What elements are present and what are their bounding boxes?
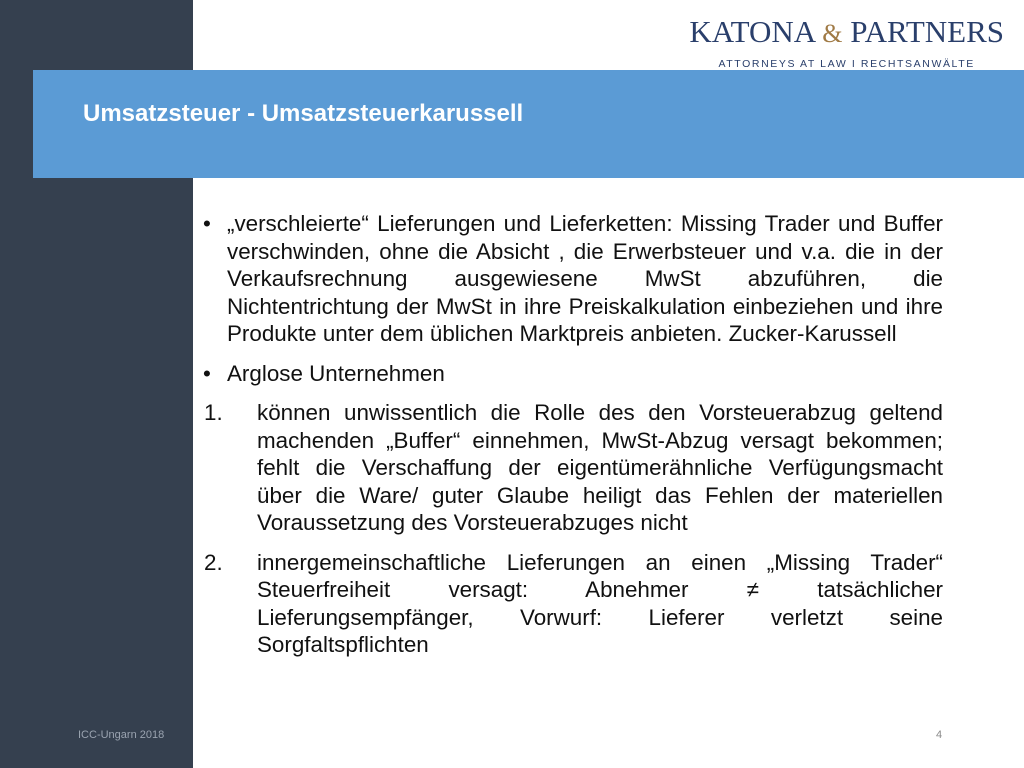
bullet-marker: • xyxy=(203,211,211,236)
logo-ampersand: & xyxy=(822,19,843,48)
title-band xyxy=(33,70,1024,178)
slide-title: Umsatzsteuer - Umsatzsteuerkarussell xyxy=(83,100,524,127)
number-marker: 2. xyxy=(204,549,223,575)
bullet-item-veiled-deliveries xyxy=(203,210,943,348)
footer-label: ICC-Ungarn 2018 xyxy=(78,729,165,741)
logo-wordmark xyxy=(689,14,1004,52)
numbered-text: innergemeinschaftliche Lieferungen an einen „Missing Trader“ Steuerfreiheit versagt: Abnehmer ≠ tatsächlicher Lieferungsempfänger, Vorwurf: Lieferer verletzt seine Sorgfaltspflichten xyxy=(257,549,943,657)
logo-name-left: KATONA xyxy=(689,14,815,49)
logo-subtitle: ATTORNEYS AT LAW I RECHTSANWÄLTE xyxy=(718,58,975,70)
bullet-item-unsuspecting-companies xyxy=(203,360,943,388)
company-logo xyxy=(689,14,1004,70)
logo-name-right: PARTNERS xyxy=(850,14,1004,49)
bullet-text: „verschleierte“ Lieferungen und Lieferketten: Missing Trader und Buffer verschwinden, ohne die Absicht , die Erwerbsteuer und v.a. die in der Verkaufsrechnung ausgewiesene MwSt abzuführen, die Nichtentrichtung der MwSt in ihre Preiskalkulation einbeziehen und ihre Produkte unter dem üblichen Marktpreis anbieten. Zucker-Karussell xyxy=(227,211,943,346)
bullet-text: Arglose Unternehmen xyxy=(227,360,445,386)
numbered-item-2 xyxy=(203,549,943,659)
number-marker: 1. xyxy=(204,400,223,425)
bullet-marker: • xyxy=(203,360,211,386)
page-number: 4 xyxy=(936,729,943,741)
slide-content xyxy=(203,210,943,671)
numbered-item-1 xyxy=(203,399,943,537)
numbered-text: können unwissentlich die Rolle des den Vorsteuerabzug geltend machenden „Buffer“ einnehmen, MwSt-Abzug versagt bekommen; fehlt die Verschaffung der eigentümerähnliche Verfügungsmacht über die Ware/ guter Glaube heiligt das Fehlen der materiellen Voraussetzung des Vorsteuerabzuges nicht xyxy=(257,400,943,535)
